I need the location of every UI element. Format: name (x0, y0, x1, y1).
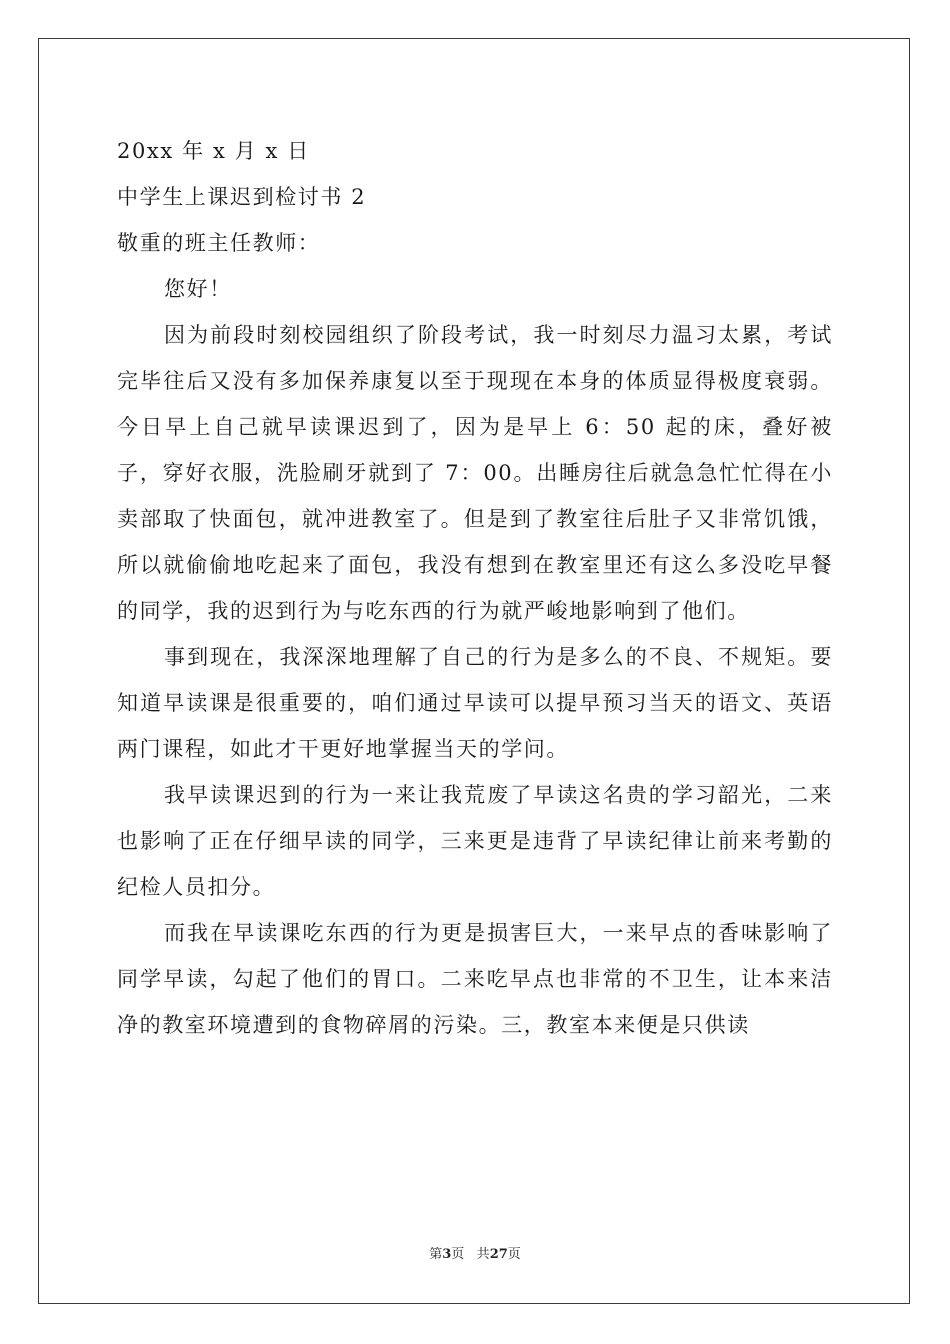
page-suffix: 页 (451, 1247, 465, 1262)
salutation: 敬重的班主任教师： (117, 231, 321, 255)
paragraph-4: 而我在早读课吃东西的行为更是损害巨大，一来早点的香味影响了同学早读，勾起了他们的胃口。二来吃早点也非常的不卫生，让本来洁净的教室环境遭到的食物碎屑的污染。三，教室本来便是只供读 (117, 921, 833, 1037)
document-body (117, 128, 833, 1048)
page-number: 3 (442, 1247, 452, 1262)
date-line: 20xx 年 x 月 x 日 (117, 139, 310, 163)
page-footer (0, 1246, 950, 1264)
paragraph-1: 因为前段时刻校园组织了阶段考试，我一时刻尽力温习太累，考试完毕往后又没有多加保养康复以至于现现在本身的体质显得极度衰弱。今日早上自己就早读课迟到了，因为是早上 6：50 起的床，叠好被子，穿好衣服，洗脸刷牙就到了 7：00。出睡房往后就急急忙忙得在小卖部取了快面包，就冲进教室了。但是到了教室往后肚子又非常饥饿，所以就偷偷地吃起来了面包，我没有想到在教室里还有这么多没吃早餐的同学，我的迟到行为与吃东西的行为就严峻地影响到了他们。 (117, 323, 833, 623)
greeting: 您好！ (164, 277, 232, 301)
total-suffix: 页 (507, 1247, 521, 1262)
page-prefix: 第 (429, 1247, 443, 1262)
total-prefix: 共 (476, 1247, 490, 1262)
paragraph-3: 我早读课迟到的行为一来让我荒废了早读这名贵的学习韶光，二来也影响了正在仔细早读的同学，三来更是违背了早读纪律让前来考勤的纪检人员扣分。 (117, 783, 833, 899)
document-title: 中学生上课迟到检讨书 2 (117, 185, 367, 209)
total-pages: 27 (489, 1247, 508, 1262)
paragraph-2: 事到现在，我深深地理解了自己的行为是多么的不良、不规矩。要知道早读课是很重要的，咱们通过早读可以提早预习当天的语文、英语两门课程，如此才干更好地掌握当天的学问。 (117, 645, 833, 761)
